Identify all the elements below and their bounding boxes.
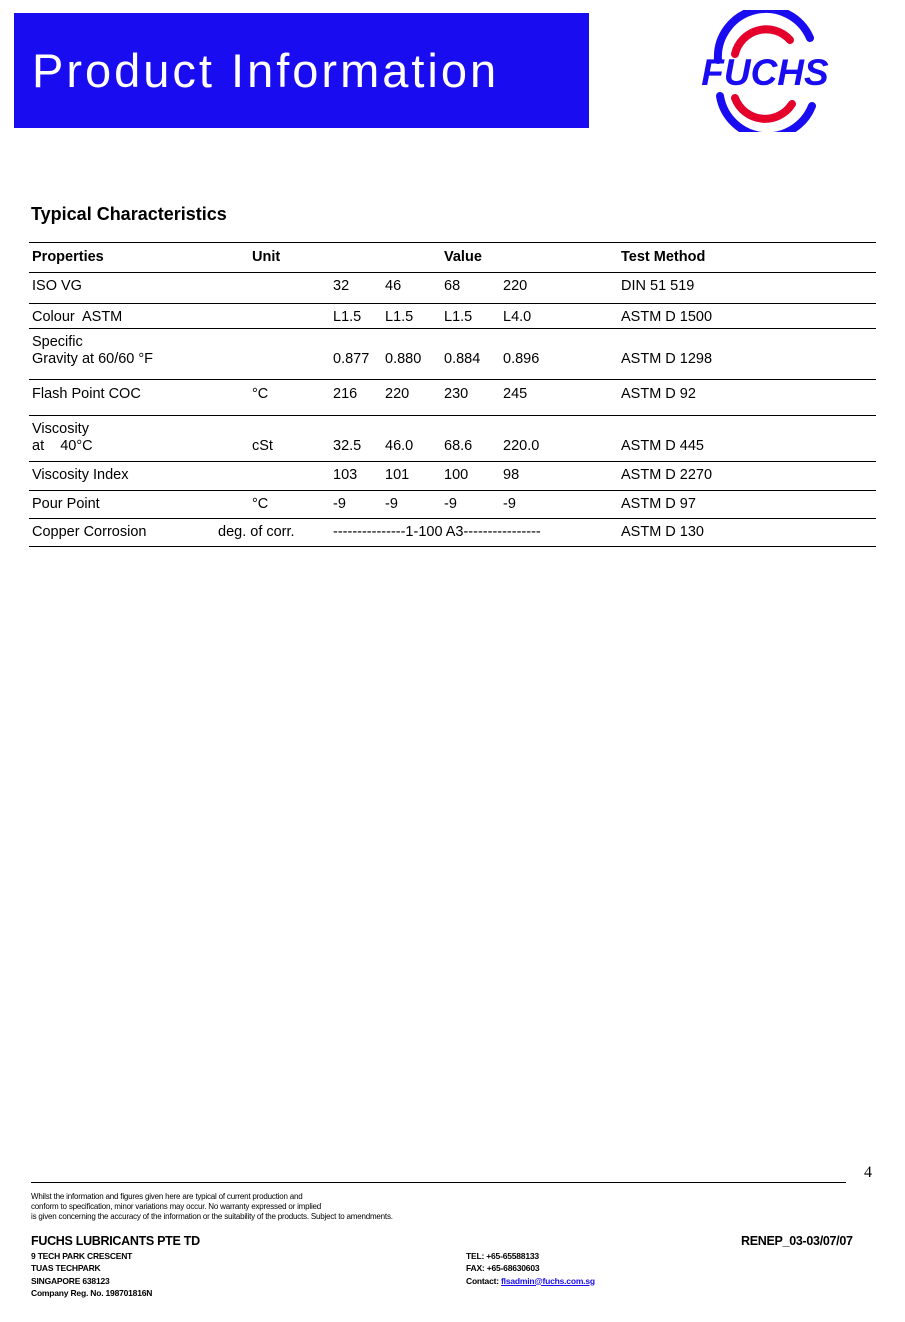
fuchs-logo <box>690 10 840 132</box>
value-cell: 32 <box>333 278 350 294</box>
table-row <box>29 518 876 547</box>
disclaimer-line: Whilst the information and figures given here are typical of current production and <box>31 1192 303 1201</box>
property-cell-line2: Gravity at 60/60 °F <box>32 351 154 367</box>
value-cell: 220 <box>385 386 410 402</box>
property-cell: Flash Point COC <box>32 386 141 402</box>
contact-label: Contact: <box>466 1275 502 1286</box>
value-cell: 0.896 <box>503 351 540 367</box>
value-cell: 103 <box>333 467 358 483</box>
value-cell: -9 <box>444 496 457 512</box>
value-cell: 32.5 <box>333 438 362 454</box>
page-title: Product Information <box>32 44 500 97</box>
address-line: 9 TECH PARK CRESCENT <box>31 1251 133 1261</box>
test-method-cell: ASTM D 97 <box>621 496 696 512</box>
test-method-cell: ASTM D 445 <box>621 438 704 454</box>
company-name: FUCHS LUBRICANTS PTE TD <box>31 1234 200 1248</box>
table-row <box>29 490 876 518</box>
table-row <box>29 272 876 303</box>
property-cell: Specific <box>32 334 83 350</box>
value-cell: L4.0 <box>503 309 532 325</box>
header-banner <box>14 13 589 128</box>
address-line: SINGAPORE 638123 <box>31 1275 110 1286</box>
tel: TEL: +65-65588133 <box>466 1251 539 1261</box>
value-cell: 46 <box>385 278 402 294</box>
fax: FAX: +65-68630603 <box>466 1263 540 1274</box>
page-number: 4 <box>864 1164 872 1181</box>
property-cell: ISO VG <box>32 278 82 294</box>
disclaimer <box>31 1192 393 1222</box>
unit-cell: °C <box>252 386 269 402</box>
value-cell: L1.5 <box>333 309 362 325</box>
value-cell: 101 <box>385 467 410 483</box>
contact-info <box>466 1250 595 1287</box>
table-header-row <box>29 242 876 272</box>
property-cell: Colour ASTM <box>32 309 123 325</box>
value-cell: L1.5 <box>385 309 414 325</box>
header-unit: Unit <box>252 249 281 265</box>
unit-cell: cSt <box>252 438 273 454</box>
test-method-cell: ASTM D 130 <box>621 524 704 540</box>
unit-cell: °C <box>252 496 269 512</box>
table-row <box>29 415 876 461</box>
value-cell: 100 <box>444 467 469 483</box>
contact-line <box>466 1275 595 1287</box>
test-method-cell: DIN 51 519 <box>621 278 695 294</box>
header-value: Value <box>444 249 482 265</box>
header-test-method: Test Method <box>621 249 706 265</box>
disclaimer-line: is given concerning the accuracy of the information or the suitability of the products. Subject to amendments. <box>31 1212 393 1221</box>
table-row <box>29 328 876 379</box>
contact-email-link[interactable]: flsadmin@fuchs.com.sg <box>501 1275 595 1286</box>
test-method-cell: ASTM D 1500 <box>621 309 713 325</box>
logo-text: FUCHS <box>701 52 829 93</box>
value-span-cell: ---------------1-100 A3---------------- <box>333 524 541 540</box>
footer-divider <box>31 1182 846 1183</box>
address-line: TUAS TECHPARK <box>31 1263 101 1274</box>
value-cell: L1.5 <box>444 309 473 325</box>
property-cell-line2: at 40°C <box>32 438 93 454</box>
value-cell: 0.877 <box>333 351 370 367</box>
property-cell: Copper Corrosion <box>32 524 147 540</box>
unit-cell: deg. of corr. <box>218 524 295 540</box>
table-row <box>29 461 876 490</box>
value-cell: 68 <box>444 278 461 294</box>
value-cell: 0.880 <box>385 351 422 367</box>
value-cell: 230 <box>444 386 469 402</box>
value-cell: 46.0 <box>385 438 414 454</box>
test-method-cell: ASTM D 92 <box>621 386 696 402</box>
document-reference: RENEP_03-03/07/07 <box>741 1234 853 1248</box>
value-cell: 98 <box>503 467 520 483</box>
header-properties: Properties <box>32 249 104 265</box>
value-cell: 220 <box>503 278 528 294</box>
test-method-cell: ASTM D 1298 <box>621 351 713 367</box>
property-cell: Viscosity <box>32 421 89 437</box>
company-address <box>31 1250 152 1299</box>
disclaimer-line: conform to specification, minor variations may occur. No warranty expressed or implied <box>31 1202 322 1211</box>
test-method-cell: ASTM D 2270 <box>621 467 713 483</box>
table-row <box>29 303 876 328</box>
company-reg-no: Company Reg. No. 198701816N <box>31 1287 153 1298</box>
table-row <box>29 379 876 415</box>
value-cell: -9 <box>333 496 346 512</box>
value-cell: 245 <box>503 386 528 402</box>
value-cell: 0.884 <box>444 351 481 367</box>
value-cell: 216 <box>333 386 358 402</box>
value-cell: -9 <box>503 496 516 512</box>
property-cell: Pour Point <box>32 496 100 512</box>
characteristics-table <box>29 242 876 547</box>
value-cell: -9 <box>385 496 398 512</box>
value-cell: 68.6 <box>444 438 473 454</box>
property-cell: Viscosity Index <box>32 467 129 483</box>
section-title: Typical Characteristics <box>31 204 227 224</box>
value-cell: 220.0 <box>503 438 540 454</box>
